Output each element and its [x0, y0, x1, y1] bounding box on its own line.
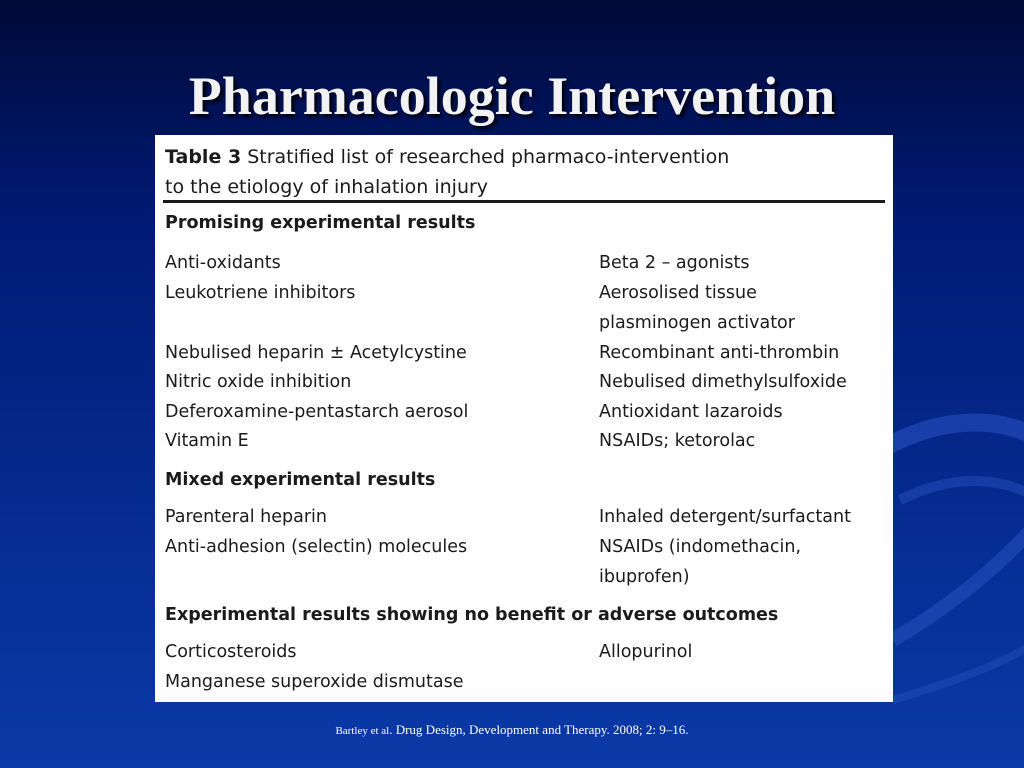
citation-authors: Bartley et al — [335, 725, 390, 737]
section-heading-no-benefit: Experimental results showing no benefit or adverse outcomes — [165, 605, 779, 625]
table-cell: Antioxidant lazaroids — [599, 402, 783, 422]
table-caption — [165, 142, 729, 202]
table-cell: Inhaled detergent/surfactant — [599, 507, 851, 527]
table-cell: Allopurinol — [599, 642, 693, 662]
table-cell: plasminogen activator — [599, 313, 795, 333]
table-cell: Beta 2 – agonists — [599, 253, 750, 273]
table-cell: Anti-adhesion (selectin) molecules — [165, 537, 468, 557]
table-cell: Manganese superoxide dismutase — [165, 672, 464, 692]
table-caption-line-2: to the etiology of inhalation injury — [165, 176, 489, 198]
table-cell: Anti-oxidants — [165, 253, 281, 273]
table-cell: Nebulised dimethylsulfoxide — [599, 372, 847, 392]
table-image — [155, 135, 893, 702]
citation — [0, 722, 1024, 738]
table-top-rule — [163, 200, 885, 203]
table-cell: Nitric oxide inhibition — [165, 372, 352, 392]
table-cell: Aerosolised tissue — [599, 283, 757, 303]
table-cell: Nebulised heparin ± Acetylcystine — [165, 343, 467, 363]
table-cell: ibuprofen) — [599, 567, 690, 587]
citation-reference: . Drug Design, Development and Therapy. 2008; 2: 9–16. — [389, 722, 689, 737]
table-cell: NSAIDs; ketorolac — [599, 431, 756, 451]
table-caption-line-1 — [165, 142, 729, 172]
table-caption-text: Stratified list of researched pharmaco-intervention — [247, 146, 730, 168]
table-cell: Vitamin E — [165, 431, 249, 451]
table-cell: NSAIDs (indomethacin, — [599, 537, 802, 557]
section-heading-promising: Promising experimental results — [165, 213, 476, 233]
table-cell: Corticosteroids — [165, 642, 297, 662]
slide-title: Pharmacologic Intervention — [188, 66, 836, 126]
table-cell: Leukotriene inhibitors — [165, 283, 356, 303]
table-cell: Parenteral heparin — [165, 507, 327, 527]
table-cell: Deferoxamine-pentastarch aerosol — [165, 402, 469, 422]
table-cell: Recombinant anti-thrombin — [599, 343, 840, 363]
table-label: Table 3 — [165, 146, 242, 168]
section-heading-mixed: Mixed experimental results — [165, 470, 436, 490]
